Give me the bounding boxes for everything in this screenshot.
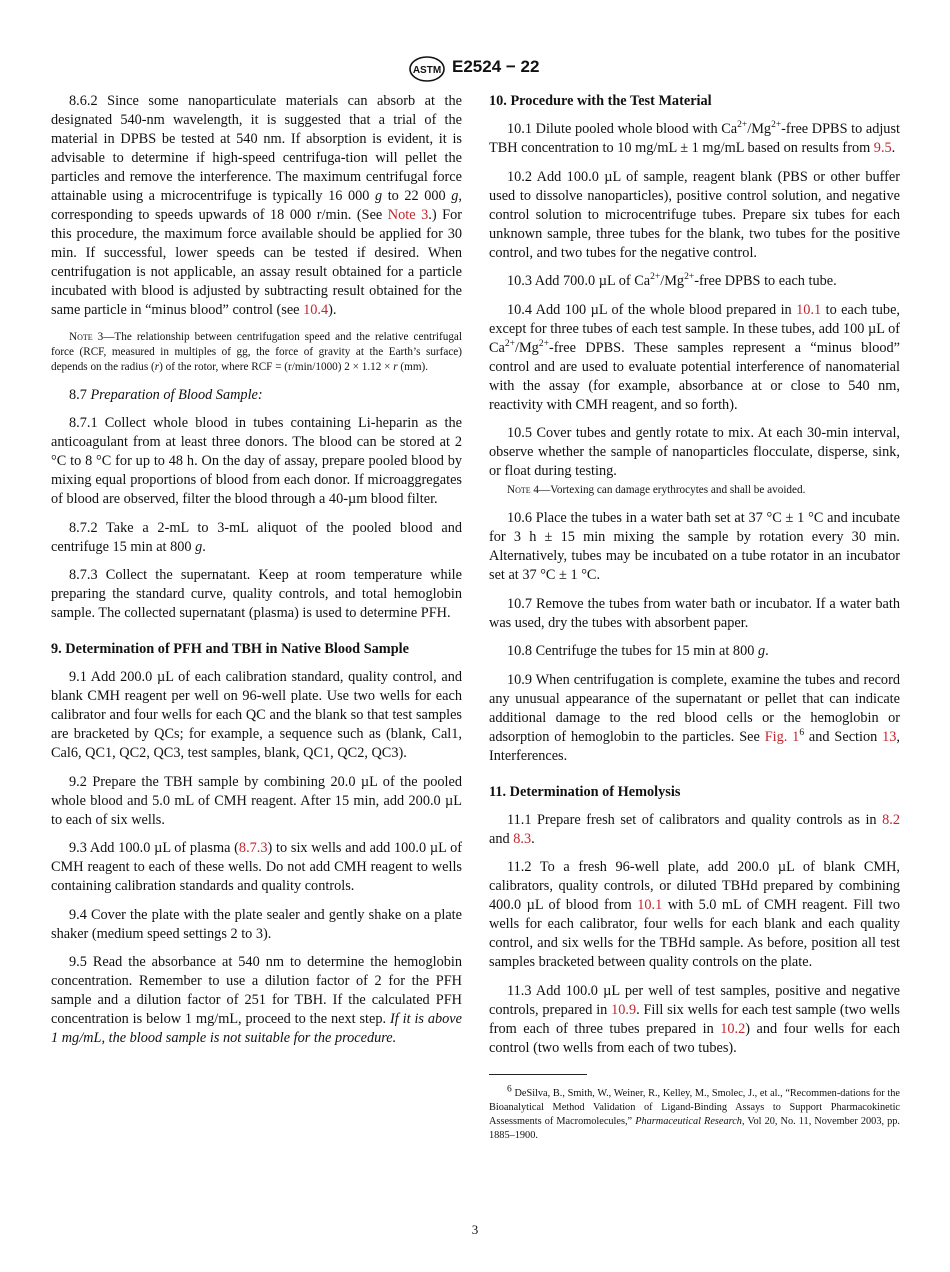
right-column bbox=[489, 92, 900, 1152]
para-11-1: 11.1 Prepare fresh set of calibrators and quality controls as in 8.2 and 8.3. bbox=[489, 811, 900, 847]
link-10-1-b[interactable]: 10.1 bbox=[637, 897, 663, 913]
link-10-2[interactable]: 10.2 bbox=[720, 1020, 746, 1037]
para-11-2: 11.2 To a fresh 96-well plate, add 200.0 µL of blank CMH, calibrators, quality controls, or diluted TBHd prepared by combining 400.0 µL of blood from 10.1 with 5.0 mL of CMH reagent. Fill two wells for each calibrator, four wells for each blank and each quality control, and six wells for the TBHd sample. As before, position all test samples bracketed between quality controls on the plate. bbox=[489, 859, 900, 970]
para-9-5: 9.5 Read the absorbance at 540 nm to determine the hemoglobin concentration. Remember to use a dilution factor of 2 for the PFH sample and a dilution factor of 251 for TBH. If the calculated PFH concentration is below 1 mg/mL, proceed to the next step. If it is above 1 mg/mL, the blood sample is not suitable for the procedure. bbox=[51, 954, 463, 1046]
page-header bbox=[0, 56, 950, 84]
section-10-heading: 10. Procedure with the Test Material bbox=[489, 93, 712, 109]
para-8-6-2: 8.6.2 Since some nanoparticulate materials can absorb at the designated 540-nm wavelength, it is suggested that a trial of the material in DPBS be tested at 540 nm. If absorption is evident, it is advisable to determine if high-speed centrifuga-tion will pellet the particles and remove the interference. The maximum centrifugal force attainable using a microcentrifuge is typically 16 000 g to 22 000 g, corresponding to speeds upwards of 18 000 r/min. (See Note 3.) For this procedure, the maximum force available should be applied for 30 min. If successful, lower speeds can be tested if desired. When centrifugation is not applicable, an assay result obtained for a particle incubated with blood is adjusted by subtracting result obtained for the same particle in “minus blood” control (see 10.4). bbox=[51, 93, 462, 318]
para-10-5: 10.5 Cover tubes and gently rotate to mix. At each 30-min interval, observe whether the sample of nanoparticles flocculate, disperse, sink, or float during testing. bbox=[489, 425, 900, 479]
link-note-3[interactable]: Note 3 bbox=[387, 207, 429, 223]
para-10-3: 10.3 Add 700.0 µL of $Ca^{2+}/Mg^{2+}$-free DPBS to each tube. bbox=[507, 272, 837, 289]
page-number: 3 bbox=[471, 1222, 479, 1237]
footnote-ref-6: 6 bbox=[799, 727, 805, 738]
astm-logo-icon bbox=[408, 56, 446, 82]
para-9-1: 9.1 Add 200.0 µL of each calibration standard, quality control, and blank CMH reagent per well on 96-well plate. Use two wells for each calibrator and four wells for each QC and the blank so that test samples are bracketed by QCs; for example, a sequence such as (blank, Cal1, Cal6, QC1, QC2, QC3, test samples, blank, QC1, QC2, QC3). bbox=[51, 669, 462, 761]
para-10-1: 10.1 Dilute pooled whole blood with $Ca^{2+}/Mg^{2+}$-free DPBS to adjust TBH concentration to 10 mg/mL ± 1 mg/mL based on results from 9.5. bbox=[489, 120, 900, 156]
footnote-6: $^6$ DeSilva, B., Smith, W., Weiner, R., Kelley, M., Smolec, J., et al., “Recommen-dations for the Bioanalytical Method Validation of Ligand-Binding Assays to Support Pharmacokinetic Assessments of Macromolecules,” Pharmaceutical Research, Vol 20, No. 11, November 2003, pp. 1885–1900. bbox=[489, 1084, 900, 1141]
left-column bbox=[51, 92, 462, 1058]
para-9-2: 9.2 Prepare the TBH sample by combining 20.0 µL of the pooled whole blood and 5.0 mL of CMH reagent. After 15 min, add 200.0 µL to each of six wells. bbox=[51, 773, 462, 828]
para-10-9: 10.9 When centrifugation is complete, examine the tubes and record any unusual appearance of the supernatant or pellet that can indicate additional damage to the red blood cells or the hemoglobin or adsorption of hemoglobin to the particles. See Fig. $1^6$ and Section 13, Interferences. bbox=[489, 671, 900, 764]
link-9-5[interactable]: 9.5 bbox=[873, 140, 892, 156]
para-8-7: 8.7 Preparation of Blood Sample: bbox=[69, 386, 263, 403]
note-4: Note 4—Vortexing can damage erythrocytes and shall be avoided. bbox=[507, 484, 806, 496]
note-3: Note 3—The relationship between centrifugation speed and the relative centrifugal force (RCF, measured in multiples of gg, the force of gravity at the Earth’s surface) depends on the radius (r) of the rotor, where RCF = (r/min/1000) 2 × 1.12 × r (mm). bbox=[51, 330, 462, 373]
footnote-divider bbox=[489, 1074, 587, 1075]
para-11-3: 11.3 Add 100.0 µL per well of test samples, positive and negative controls, prepared in 10.9. Fill six wells for each test sample (two wells from each of three tubes prepared in 10.2) and four wells for each control (two wells from each of two tubes). bbox=[489, 982, 900, 1056]
link-10-9[interactable]: 10.9 bbox=[611, 1001, 637, 1018]
link-10-1[interactable]: 10.1 bbox=[796, 301, 822, 318]
para-8-7-2: 8.7.2 Take a 2-mL to 3-mL aliquot of the pooled blood and centrifuge 15 min at 800 g. bbox=[51, 519, 462, 555]
para-9-4: 9.4 Cover the plate with the plate sealer and gently shake on a plate shaker (medium speed settings 2 to 3). bbox=[51, 906, 462, 942]
link-10-4[interactable]: 10.4 bbox=[303, 302, 329, 318]
standard-designation: E2524 − 22 bbox=[452, 57, 540, 76]
para-8-7-1: 8.7.1 Collect whole blood in tubes containing Li-heparin as the anticoagulant from at least three donors. The blood can be stored at 2 °C to 8 °C for up to 48 h. On the day of assay, prepare pooled blood by mixing equal proportions of blood from each donor. If microaggregates of blood are observed, filter the blood through a 40-µm blood filter. bbox=[51, 415, 462, 507]
para-10-8: 10.8 Centrifuge the tubes for 15 min at 800 g. bbox=[507, 643, 769, 659]
link-section-13[interactable]: 13 bbox=[882, 728, 897, 745]
para-10-4: 10.4 Add 100 µL of the whole blood prepared in 10.1 to each tube, except for three tubes of each test sample. In these tubes, add 100 µL of $Ca^{2+}/Mg^{2+}$-free DPBS. These samples represent a “minus blood” control and are used to evaluate potential interference of nanomaterial with the assay (for example, absorbance at or close to 540 nm, reactivity with CMH reagent, and so forth). bbox=[489, 301, 900, 413]
para-10-2: 10.2 Add 100.0 µL of sample, reagent blank (PBS or other buffer used to dissolve nanoparticles), positive control solution, and negative control solution to microcentrifuge tubes. Prepare six tubes for each unknown sample, three tubes for the blank, two tubes for the positive control, and two tubes for the negative control. bbox=[489, 168, 900, 261]
para-10-7: 10.7 Remove the tubes from water bath or incubator. If a water bath was used, dry the tubes with absorbent paper. bbox=[489, 595, 900, 631]
link-8-7-3[interactable]: 8.7.3 bbox=[238, 840, 268, 856]
para-10-6: 10.6 Place the tubes in a water bath set at 37 °C ± 1 °C and incubate for 3 h ± 15 min mixing the sample by rotation every 30 min. Alternatively, tubes may be incubated on a tube rotator in an incubator set at 37 °C ± 1 °C. bbox=[489, 510, 900, 583]
para-8-7-3: 8.7.3 Collect the supernatant. Keep at room temperature while preparing the standard curve, quality controls, and total hemoglobin sample. The collected supernatant (plasma) is used to determine PFH. bbox=[51, 567, 462, 621]
section-11-heading: 11. Determination of Hemolysis bbox=[489, 783, 681, 800]
link-8-3[interactable]: 8.3 bbox=[513, 830, 532, 847]
link-8-2[interactable]: 8.2 bbox=[882, 811, 900, 828]
para-9-3: 9.3 Add 100.0 µL of plasma (8.7.3) to six wells and add 100.0 µL of CMH reagent to each of these wells. Do not add CMH reagent to wells containing calibration standards and quality controls. bbox=[51, 840, 462, 894]
section-9-heading: 9. Determination of PFH and TBH in Native Blood Sample bbox=[51, 641, 409, 657]
link-fig-1[interactable]: Fig. 1 bbox=[764, 728, 800, 745]
astm-logo-text: ASTM bbox=[412, 65, 442, 76]
